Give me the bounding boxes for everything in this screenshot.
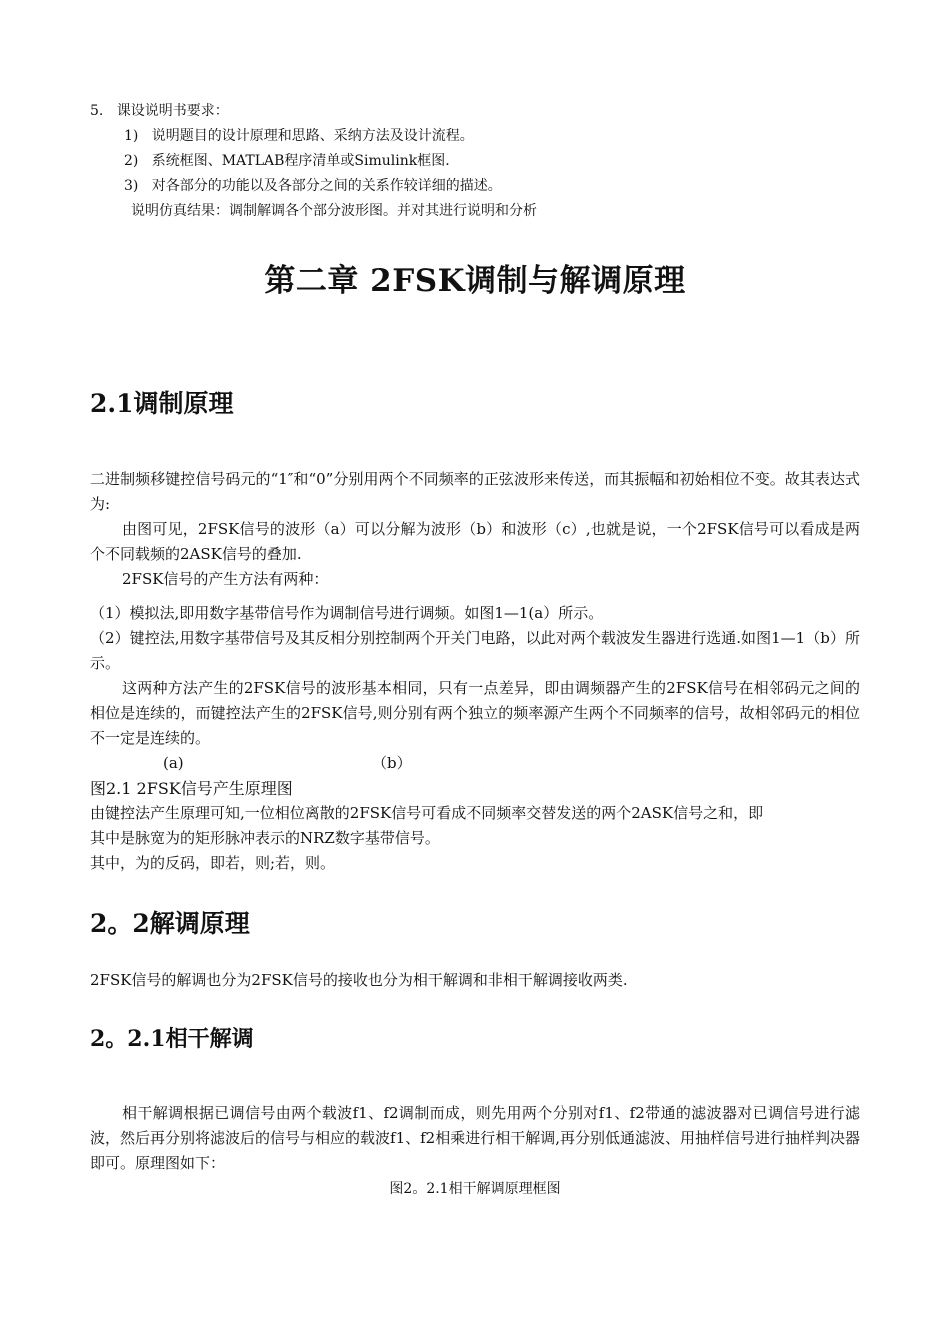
requirement-item-3: 3) 对各部分的功能以及各部分之间的关系作较详细的描述。 bbox=[124, 178, 502, 194]
method-analog: （1）模拟法,即用数字基带信号作为调制信号进行调频。如图1—1(a）所示。 bbox=[90, 604, 604, 622]
paragraph-keying-sum: 由键控法产生原理可知,一位相位离散的2FSK信号可看成不同频率交替发送的两个2ASK信号之和，即 bbox=[90, 804, 764, 822]
figure-label-b: （b） bbox=[372, 754, 412, 772]
section-heading-2-2-1: 2。2.1相干解调 bbox=[90, 1026, 254, 1052]
paragraph-method-comparison: 这两种方法产生的2FSK信号的波形基本相同，只有一点差异，即由调频器产生的2FSK信号在相邻码元之间的相位是连续的，而键控法产生的2FSK信号,则分别有两个独立的频率源产生两个不同频率的信号，故相邻码元的相位不一定是连续的。 bbox=[90, 679, 860, 747]
requirement-item-1: 1) 说明题目的设计原理和思路、采纳方法及设计流程。 bbox=[124, 128, 474, 144]
paragraph-nrz: 其中是脉宽为的矩形脉冲表示的NRZ数字基带信号。 bbox=[90, 829, 440, 847]
paragraph-waveform-decomposition: 由图可见，2FSK信号的波形（a）可以分解为波形（b）和波形（c）,也就是说，一个2FSK信号可以看成是两个不同载频的2ASK信号的叠加. bbox=[90, 520, 860, 563]
section-heading-2-1: 2.1调制原理 bbox=[90, 389, 234, 418]
figure-label-a: (a) bbox=[163, 754, 184, 772]
paragraph-inverse-code: 其中，为的反码，即若，则;若，则。 bbox=[90, 854, 336, 872]
method-keying: （2）键控法,用数字基带信号及其反相分别控制两个开关门电路，以此对两个载波发生器进行选通.如图1—1（b）所示。 bbox=[90, 629, 860, 672]
paragraph-fsk-definition: 二进制频移键控信号码元的“1″和“0”分别用两个不同频率的正弦波形来传送，而其振幅和初始相位不变。故其表达式为: bbox=[90, 470, 860, 513]
paragraph-coherent-demodulation: 相干解调根据已调信号由两个载波f1、f2调制而成，则先用两个分别对f1、f2带通的滤波器对已调信号进行滤波，然后再分别将滤波后的信号与相应的载波f1、f2相乘进行相干解调,再分别低通滤波、用抽样信号进行抽样判决器即可。原理图如下： bbox=[90, 1104, 860, 1172]
requirement-item-2: 2) 系统框图、MATLAB程序清单或Simulink框图. bbox=[124, 153, 450, 169]
paragraph-demodulation-types: 2FSK信号的解调也分为2FSK信号的接收也分为相干解调和非相干解调接收两类. bbox=[90, 971, 628, 989]
requirements-note: 说明仿真结果：调制解调各个部分波形图。并对其进行说明和分析 bbox=[131, 203, 537, 219]
figure-caption-2-1: 图2.1 2FSK信号产生原理图 bbox=[90, 779, 293, 798]
chapter-title: 第二章 2FSK调制与解调原理 bbox=[264, 263, 686, 299]
section-heading-2-2: 2。2解调原理 bbox=[90, 909, 250, 938]
requirements-heading: 5. 课设说明书要求： bbox=[90, 103, 229, 119]
paragraph-generation-methods: 2FSK信号的产生方法有两种： bbox=[122, 570, 329, 588]
figure-caption-2-2-1: 图2。2.1相干解调原理框图 bbox=[389, 1181, 561, 1197]
